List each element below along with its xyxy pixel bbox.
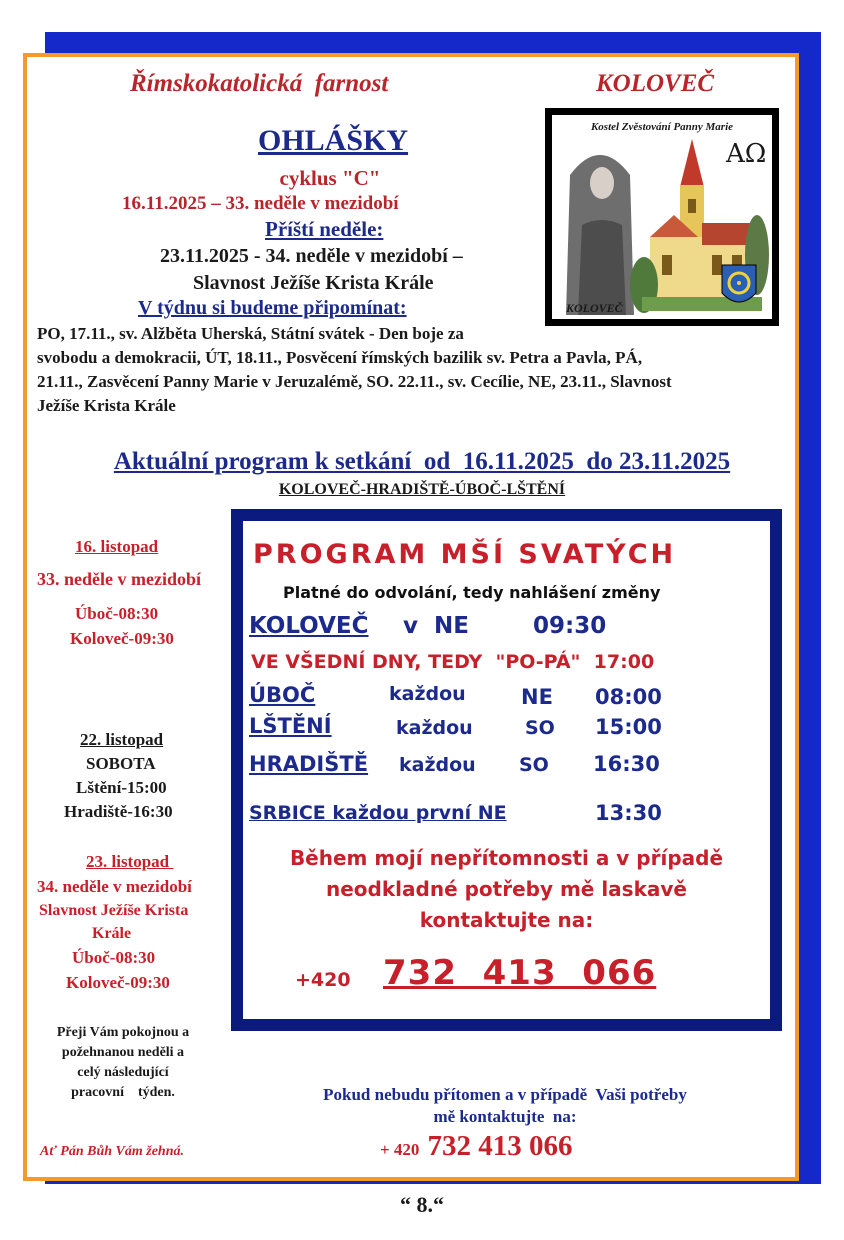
srbice-time: 13:30 [595, 801, 662, 825]
row-time: 15:00 [595, 715, 662, 739]
row-place: HRADIŠTĚ [249, 752, 369, 776]
current-sunday: 16.11.2025 – 33. neděle v mezidobí [122, 193, 399, 214]
alpha-omega-symbol: AΩ [726, 139, 767, 169]
day1-line: Úboč-08:30 [75, 604, 159, 623]
day2-desc: SOBOTA [86, 754, 156, 773]
footer-note-line: Pokud nebudu přítomen a v případě Vaši potřeby [323, 1085, 687, 1104]
footer-phone [380, 1130, 572, 1163]
mass-phone-number[interactable]: 732 413 066 [383, 953, 657, 993]
town-name: KOLOVEČ [596, 70, 715, 97]
srbice-text: SRBICE každou první NE [249, 802, 507, 824]
day3-desc3: Krále [92, 925, 132, 942]
week-line: svobodu a demokracii, ÚT, 18.11., Posvěcení římských bazilik sv. Petra a Pavla, PÁ, [37, 348, 643, 367]
week-line: 21.11., Zasvěcení Panny Marie v Jeruzalémě, SO. 22.11., sv. Cecílie, NE, 23.11., Slavnost [37, 372, 672, 391]
page-number: “ 8.“ [400, 1192, 444, 1217]
row-freq: každou [396, 717, 473, 739]
program-title: Aktuální program k setkání od 16.11.2025 do 23.11.2025 [113, 448, 731, 475]
day3-desc2: Slavnost Ježíše Krista [39, 902, 189, 919]
day3-line: Koloveč-09:30 [66, 973, 170, 992]
row-time: 16:30 [593, 752, 660, 776]
program-subtitle: KOLOVEČ-HRADIŠTĚ-ÚBOČ-LŠTĚNÍ [278, 481, 566, 498]
footer-phone-prefix: + 420 [380, 1140, 420, 1159]
contact-line: neodkladné potřeby mě laskavě [326, 877, 687, 901]
row-freq: každou [389, 683, 466, 705]
koloves-day: v NE [403, 613, 469, 639]
contact-text [243, 843, 770, 936]
week-line: Ježíše Krista Krále [37, 396, 176, 415]
blessing: Ať Pán Bůh Vám žehná. [40, 1144, 184, 1159]
row-freq: každou [399, 754, 476, 776]
wish-line: Přeji Vám pokojnou a [56, 1025, 190, 1040]
row-time: 08:00 [595, 685, 662, 709]
week-line: PO, 17.11., sv. Alžběta Uherská, Státní svátek - Den boje za [37, 324, 464, 343]
contact-line: Během mojí nepřítomnosti a v případě [289, 846, 724, 870]
mass-program-box [231, 509, 782, 1031]
next-sunday-date: 23.11.2025 - 34. neděle v mezidobí – [160, 245, 463, 267]
row-day: SO [519, 754, 549, 776]
row-place: LŠTĚNÍ [249, 714, 332, 738]
church-caption-top: Kostel Zvěstování Panny Marie [590, 121, 734, 133]
week-commemorations-text [37, 322, 779, 418]
church-picture-inner [552, 115, 772, 319]
row-day: SO [525, 717, 555, 739]
day2-date: 22. listopad [80, 730, 164, 749]
mass-phone-prefix: +420 [295, 969, 351, 991]
row-place: ÚBOČ [249, 683, 316, 707]
day2-line: Hradiště-16:30 [64, 802, 173, 821]
next-sunday-label: Příští neděle: [265, 217, 384, 241]
church-caption-bottom: KOLOVEČ [566, 301, 623, 315]
footer-note-line: mě kontaktujte na: [433, 1107, 577, 1126]
wish-line: pracovní týden. [71, 1085, 175, 1100]
mass-program-valid: Platné do odvolání, tedy nahlášení změny [283, 583, 661, 602]
day2-line: Lštění-15:00 [76, 778, 167, 797]
day3-desc: 34. neděle v mezidobí [37, 877, 192, 896]
mass-program-inner [243, 521, 770, 1019]
row-day: NE [521, 685, 553, 709]
liturgical-cycle: cyklus "C" [279, 166, 381, 190]
mass-program-title: PROGRAM MŠÍ SVATÝCH [253, 539, 677, 570]
wish-text [38, 1023, 208, 1103]
day1-desc: 33. neděle v mezidobí [37, 569, 201, 589]
day3-date: 23. listopad [86, 852, 174, 871]
next-sunday-feast: Slavnost Ježíše Krista Krále [193, 272, 434, 294]
footer-note [290, 1084, 720, 1128]
church-picture [545, 108, 779, 326]
koloves-time: 09:30 [533, 613, 607, 639]
day3-line: Úboč-08:30 [72, 948, 156, 967]
announcements-title: OHLÁŠKY [258, 124, 409, 157]
koloves-place: KOLOVEČ [249, 613, 369, 639]
weekdays-text: VE VŠEDNÍ DNY, TEDY "PO-PÁ" 17:00 [251, 651, 655, 673]
footer-phone-number[interactable]: 732 413 066 [427, 1130, 573, 1162]
parish-name: Římskokatolická farnost [130, 70, 389, 97]
day1-line: Koloveč-09:30 [70, 629, 174, 648]
contact-line: kontaktujte na: [419, 908, 594, 932]
wish-line: celý následující [77, 1065, 169, 1080]
week-commemorations-label: V týdnu si budeme připomínat: [138, 297, 407, 319]
wish-line: požehnanou neděli a [61, 1045, 185, 1060]
day1-date: 16. listopad [75, 537, 159, 556]
